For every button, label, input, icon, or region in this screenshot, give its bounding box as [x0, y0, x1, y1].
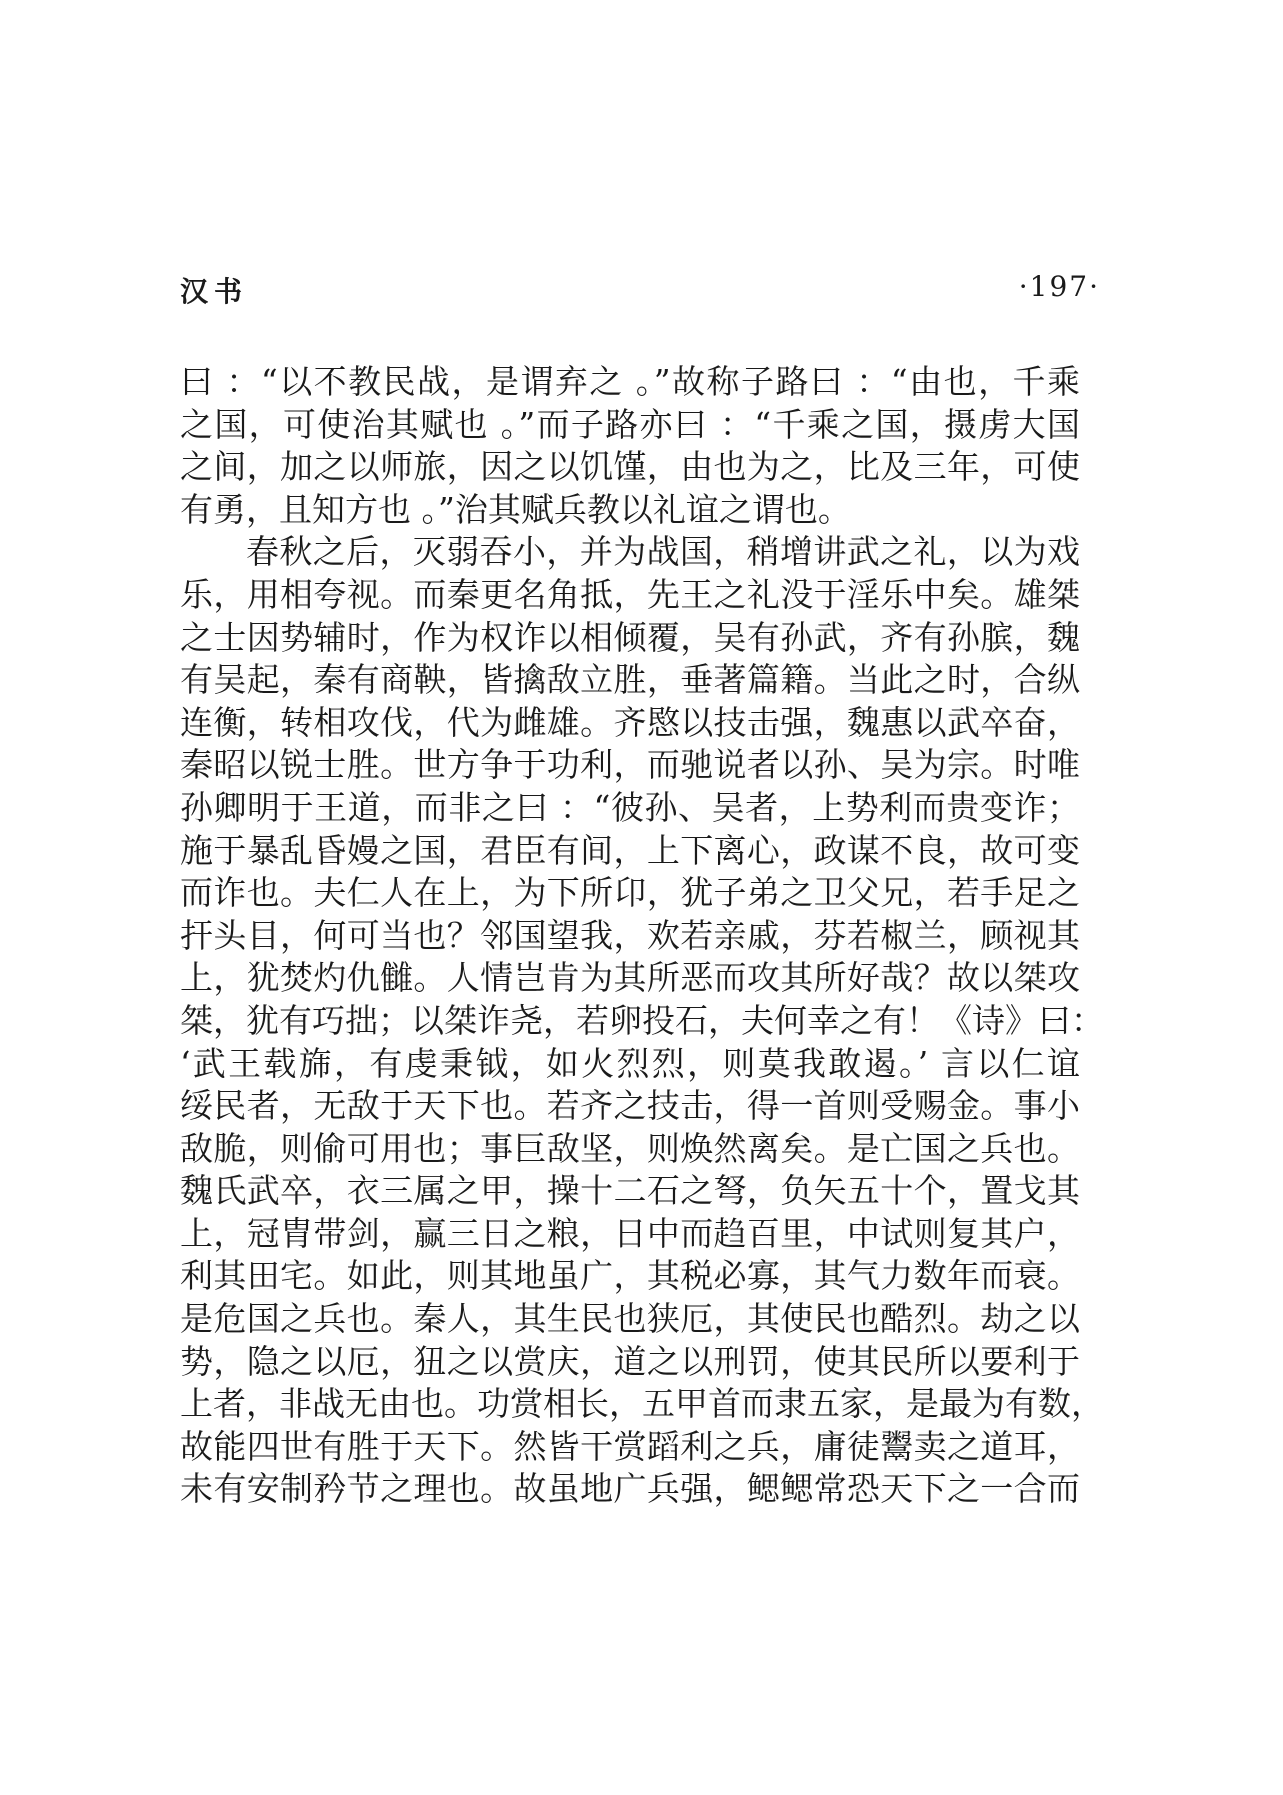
running-header	[180, 270, 1100, 320]
text-line: 上，犹焚灼仇雠。人情岂肯为其所恶而攻其所好哉？故以桀攻	[180, 958, 1080, 998]
text-line: 上者，非战无由也。功赏相长，五甲首而隶五家，是最为有数，	[180, 1384, 1104, 1424]
paragraph-first-line: 春秋之后，灭弱吞小，并为战国，稍增讲武之礼，以为戏	[246, 532, 1080, 572]
text-line: 势，隐之以厄，狃之以赏庆，道之以刑罚，使其民所以要利于	[180, 1341, 1080, 1381]
text-line: 扞头目，何可当也？邻国望我，欢若亲戚，芬若椒兰，顾视其	[180, 915, 1080, 955]
body-text	[180, 361, 1104, 1511]
text-line: 而诈也。夫仁人在上，为下所卬，犹子弟之卫父兄，若手足之	[180, 873, 1080, 913]
text-line: 有吴起，秦有商鞅，皆擒敌立胜，垂著篇籍。当此之时，合纵	[180, 660, 1080, 700]
text-line: 秦昭以锐士胜。世方争于功利，而驰说者以孙、吴为宗。时唯	[180, 745, 1080, 785]
text-line: 故能四世有胜于天下。然皆干赏蹈利之兵，庸徒鬻卖之道耳，	[180, 1426, 1080, 1466]
text-line: 是危国之兵也。秦人，其生民也狭厄，其使民也酷烈。劫之以	[180, 1299, 1080, 1339]
text-line: 之国，可使治其赋也 。”而子路亦曰 ：“千乘之国，摄虏大国	[180, 404, 1080, 444]
text-line: ‘武王载旆，有虔秉钺，如火烈烈，则莫我敢遏。’ 言以仁谊	[180, 1043, 1080, 1083]
text-line: 魏氏武卒，衣三属之甲，操十二石之弩，负矢五十个，置戈其	[180, 1171, 1080, 1211]
text-line: 乐，用相夸视。而秦更名角抵，先王之礼没于淫乐中矣。雄桀	[180, 574, 1080, 614]
text-line: 之士因势辅时，作为权诈以相倾覆，吴有孙武，齐有孙膑，魏	[180, 617, 1080, 657]
text-line: 连衡，转相攻伐，代为雌雄。齐愍以技击强，魏惠以武卒奋，	[180, 702, 1080, 742]
text-line: 上，冠胄带剑，赢三日之粮，日中而趋百里，中试则复其户，	[180, 1213, 1080, 1253]
text-line: 孙卿明于王道，而非之曰 ：“彼孙、吴者，上势利而贵变诈；	[180, 787, 1080, 827]
text-line: 绥民者，无敌于天下也。若齐之技击，得一首则受赐金。事小	[180, 1086, 1080, 1126]
text-line: 曰 ：“以不教民战，是谓弃之 。”故称子路曰 ：“由也，千乘	[180, 362, 1080, 401]
text-line: 施于暴乱昏嫚之国，君臣有间，上下离心，政谋不良，故可变	[180, 830, 1080, 870]
book-title: 汉书	[180, 275, 249, 308]
text-line: 有勇，且知方也 。”治其赋兵教以礼谊之谓也。	[180, 489, 851, 529]
text-line: 利其田宅。如此，则其地虽广，其税必寡，其气力数年而衰。	[180, 1256, 1080, 1296]
text-line: 桀，犹有巧拙；以桀诈尧，若卵投石，夫何幸之有！《诗》曰：	[180, 1000, 1104, 1040]
page-number: ·197·	[1018, 270, 1100, 303]
text-line: 之间，加之以师旅，因之以饥馑，由也为之，比及三年，可使	[180, 447, 1080, 487]
text-line: 敌脆，则偷可用也；事巨敌坚，则焕然离矣。是亡国之兵也。	[180, 1128, 1080, 1168]
text-line: 未有安制矜节之理也。故虽地广兵强，鳃鳃常恐天下之一合而	[180, 1469, 1080, 1509]
